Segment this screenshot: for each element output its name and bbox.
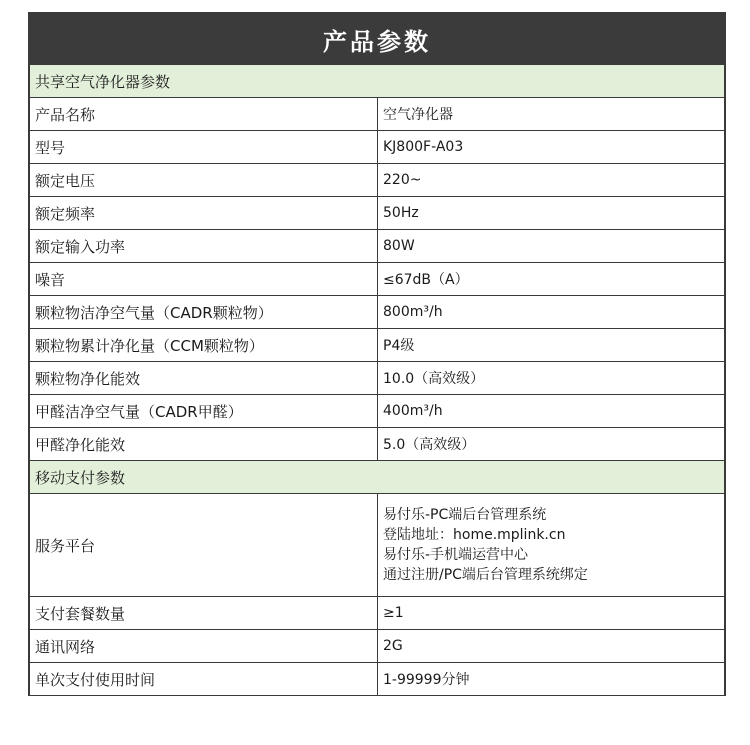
table-row bbox=[30, 230, 724, 263]
spec-value: 1-99999分钟 bbox=[383, 672, 470, 688]
spec-table bbox=[28, 12, 726, 696]
spec-value: ≤67dB（A） bbox=[383, 272, 469, 288]
spec-value: 80W bbox=[383, 238, 415, 254]
table-row bbox=[30, 395, 724, 428]
table-row bbox=[30, 263, 724, 296]
spec-label: 甲醛净化能效 bbox=[30, 428, 378, 460]
spec-label: 额定电压 bbox=[30, 164, 378, 196]
spec-value: 空气净化器 bbox=[383, 107, 453, 123]
spec-value: 2G bbox=[383, 638, 403, 654]
spec-label: 颗粒物累计净化量（CCM颗粒物） bbox=[30, 329, 378, 361]
table-row bbox=[30, 329, 724, 362]
table-row bbox=[30, 131, 724, 164]
table-row bbox=[30, 98, 724, 131]
table-row bbox=[30, 494, 724, 597]
table-row bbox=[30, 630, 724, 663]
spec-label: 甲醛洁净空气量（CADR甲醛） bbox=[30, 395, 378, 427]
section-header-purifier: 共享空气净化器参数 bbox=[30, 65, 724, 98]
service-platform-line: 易付乐-手机端运营中心 bbox=[383, 547, 529, 563]
spec-label: 额定频率 bbox=[30, 197, 378, 229]
spec-label: 型号 bbox=[30, 131, 378, 163]
service-platform-line: 通过注册/PC端后台管理系统绑定 bbox=[383, 567, 588, 583]
spec-value: 5.0（高效级） bbox=[383, 437, 476, 453]
spec-label: 单次支付使用时间 bbox=[30, 663, 378, 695]
spec-value: P4级 bbox=[383, 338, 415, 354]
table-row bbox=[30, 597, 724, 630]
spec-value: 10.0（高效级） bbox=[383, 371, 485, 387]
table-row bbox=[30, 428, 724, 461]
spec-label: 颗粒物洁净空气量（CADR颗粒物） bbox=[30, 296, 378, 328]
spec-label: 通讯网络 bbox=[30, 630, 378, 662]
spec-value: ≥1 bbox=[383, 605, 404, 621]
spec-label: 支付套餐数量 bbox=[30, 597, 378, 629]
spec-value: 800m³/h bbox=[383, 304, 443, 320]
service-platform-line: 登陆地址：home.mplink.cn bbox=[383, 527, 566, 543]
spec-value: 400m³/h bbox=[383, 403, 443, 419]
spec-label: 产品名称 bbox=[30, 98, 378, 130]
service-platform-line: 易付乐-PC端后台管理系统 bbox=[383, 507, 547, 523]
spec-label: 额定输入功率 bbox=[30, 230, 378, 262]
table-row bbox=[30, 663, 724, 696]
spec-value: KJ800F-A03 bbox=[383, 139, 464, 155]
table-title: 产品参数 bbox=[30, 14, 724, 65]
spec-value: 50Hz bbox=[383, 205, 419, 221]
spec-label: 服务平台 bbox=[30, 494, 378, 596]
section-header-payment: 移动支付参数 bbox=[30, 461, 724, 494]
spec-value bbox=[378, 494, 724, 596]
spec-value: 220~ bbox=[383, 172, 422, 188]
spec-label: 噪音 bbox=[30, 263, 378, 295]
table-row bbox=[30, 164, 724, 197]
table-row bbox=[30, 296, 724, 329]
spec-label: 颗粒物净化能效 bbox=[30, 362, 378, 394]
table-row bbox=[30, 362, 724, 395]
table-row bbox=[30, 197, 724, 230]
